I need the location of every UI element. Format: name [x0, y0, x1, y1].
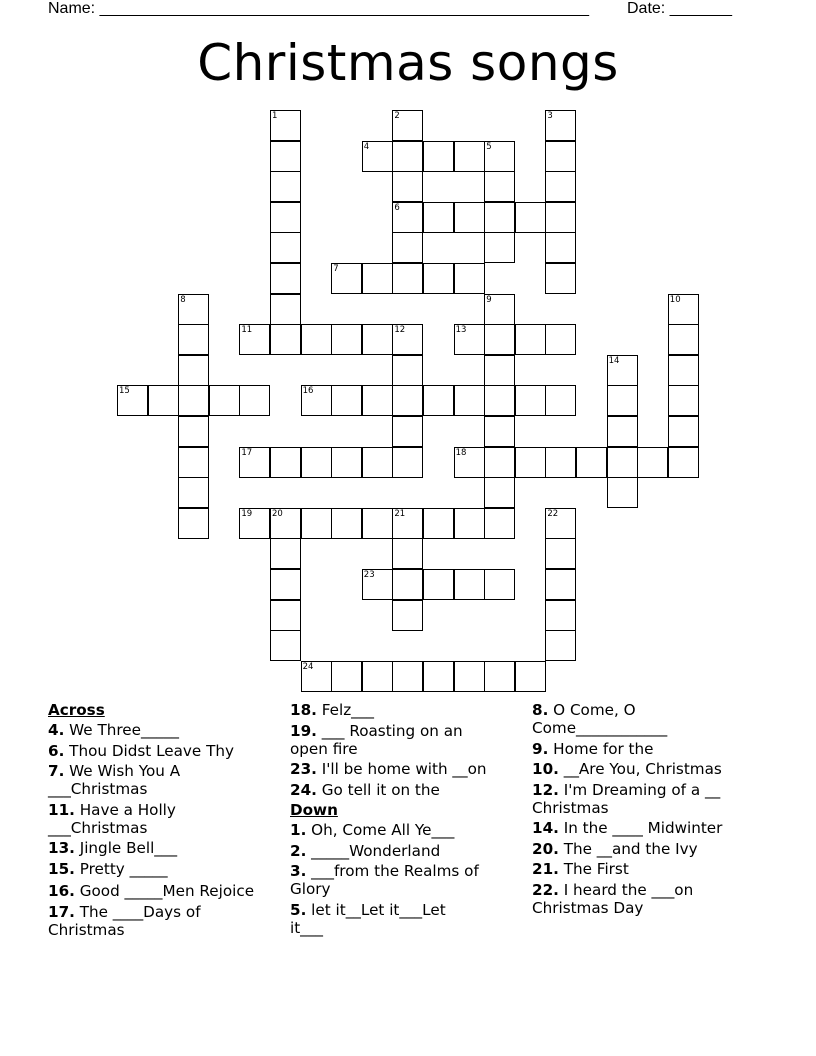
crossword-cell[interactable]	[270, 508, 301, 539]
clue-text: I'm Dreaming of a __ Christmas	[532, 780, 721, 817]
crossword-cell[interactable]	[668, 355, 699, 386]
clue-across-6	[48, 742, 280, 760]
clue-number: 8.	[532, 701, 549, 719]
clue-across-4	[48, 721, 280, 739]
crossword-cell[interactable]	[668, 385, 699, 416]
crossword-cell[interactable]	[148, 385, 179, 416]
crossword-cell[interactable]	[178, 447, 209, 478]
crossword-cell[interactable]	[454, 508, 485, 539]
crossword-cell[interactable]	[239, 324, 270, 355]
crossword-cell[interactable]	[545, 263, 576, 294]
crossword-cell[interactable]	[117, 385, 148, 416]
clue-number: 17.	[48, 902, 75, 921]
crossword-cell[interactable]	[270, 447, 301, 478]
clue-text: ___from the Realms of Glory	[290, 862, 479, 898]
crossword-cell[interactable]	[545, 202, 576, 233]
clue-across-18	[290, 701, 515, 719]
crossword-cell[interactable]	[545, 324, 576, 355]
crossword-cell[interactable]	[484, 171, 515, 202]
crossword-cell[interactable]	[607, 447, 638, 478]
cell-number: 17	[241, 447, 253, 458]
clue-text: We Wish You A ___Christmas	[48, 762, 181, 798]
crossword-cell[interactable]	[484, 232, 515, 263]
crossword-cell[interactable]	[423, 263, 454, 294]
crossword-cell[interactable]	[484, 569, 515, 600]
crossword-cell[interactable]	[545, 141, 576, 172]
crossword-cell[interactable]	[484, 202, 515, 233]
crossword-cell[interactable]	[392, 600, 423, 631]
crossword-cell[interactable]	[331, 324, 362, 355]
clue-text: O Come, O Come____________	[532, 701, 668, 737]
crossword-cell[interactable]	[331, 447, 362, 478]
crossword-cell[interactable]	[576, 447, 607, 478]
crossword-cell[interactable]	[331, 263, 362, 294]
crossword-cell[interactable]	[607, 416, 638, 447]
crossword-cell[interactable]	[392, 416, 423, 447]
clue-text: The ____Days of Christmas	[48, 902, 201, 939]
crossword-cell[interactable]	[239, 447, 270, 478]
crossword-cell[interactable]	[270, 171, 301, 202]
clue-number: 13.	[48, 839, 75, 857]
clue-across-13	[48, 839, 280, 857]
cell-number: 15	[119, 386, 130, 397]
crossword-cell[interactable]	[178, 324, 209, 355]
clue-number: 22.	[532, 880, 559, 899]
crossword-cell[interactable]	[392, 538, 423, 569]
crossword-cell[interactable]	[392, 110, 423, 141]
crossword-cell[interactable]	[362, 324, 393, 355]
crossword-cell[interactable]	[454, 324, 485, 355]
crossword-cell[interactable]	[362, 385, 393, 416]
crossword-cell[interactable]	[301, 385, 332, 416]
crossword-cell[interactable]	[331, 508, 362, 539]
crossword-cell[interactable]	[270, 569, 301, 600]
cell-number: 2	[394, 111, 400, 121]
crossword-cell[interactable]	[545, 171, 576, 202]
crossword-cell[interactable]	[270, 600, 301, 631]
crossword-cell[interactable]	[484, 661, 515, 692]
cell-number: 7	[333, 264, 339, 274]
clue-text: Thou Didst Leave Thy	[69, 741, 234, 760]
crossword-cell[interactable]	[178, 385, 209, 416]
crossword-cell[interactable]	[362, 263, 393, 294]
crossword-cell[interactable]	[484, 324, 515, 355]
crossword-cell[interactable]	[454, 447, 485, 478]
crossword-cell[interactable]	[270, 263, 301, 294]
clue-down-20	[532, 840, 772, 858]
crossword-cell[interactable]	[178, 294, 209, 325]
cell-number: 24	[302, 661, 314, 672]
crossword-cell[interactable]	[331, 385, 362, 416]
crossword-cell[interactable]	[239, 508, 270, 539]
crossword-cell[interactable]	[545, 385, 576, 416]
crossword-cell[interactable]	[362, 141, 393, 172]
name-field-label: Name: _______________________________________________________	[48, 0, 589, 17]
clue-text: Jingle Bell___	[79, 839, 178, 857]
crossword-cell[interactable]	[362, 447, 393, 478]
crossword-cell[interactable]	[270, 324, 301, 355]
cell-number: 6	[394, 202, 400, 213]
crossword-cell[interactable]	[484, 477, 515, 508]
crossword-cell[interactable]	[484, 294, 515, 325]
cell-number: 13	[455, 325, 467, 336]
crossword-cell[interactable]	[637, 447, 668, 478]
clue-number: 14.	[532, 819, 559, 837]
clue-number: 7.	[48, 762, 65, 780]
clue-down-9	[532, 740, 772, 758]
crossword-cell[interactable]	[545, 569, 576, 600]
clue-number: 10.	[532, 760, 559, 778]
crossword-cell[interactable]	[392, 447, 423, 478]
clue-number: 21.	[532, 860, 559, 878]
clue-across-19	[290, 722, 490, 758]
crossword-cell[interactable]	[301, 447, 332, 478]
crossword-cell[interactable]	[270, 141, 301, 172]
clue-number: 5.	[290, 900, 307, 919]
crossword-cell[interactable]	[362, 569, 393, 600]
clue-down-12	[532, 781, 742, 817]
crossword-cell[interactable]	[392, 263, 423, 294]
clue-text: I'll be home with __on	[321, 760, 487, 778]
crossword-cell[interactable]	[178, 477, 209, 508]
clue-number: 19.	[290, 721, 317, 740]
crossword-cell[interactable]	[484, 508, 515, 539]
crossword-cell[interactable]	[515, 385, 546, 416]
cell-number: 23	[363, 570, 375, 580]
clue-text: __Are You, Christmas	[563, 760, 722, 778]
crossword-cell[interactable]	[454, 569, 485, 600]
clue-text: let it__Let it___Let it___	[290, 900, 446, 937]
clue-text: Have a Holly ___Christmas	[48, 800, 176, 837]
page-title: Christmas songs	[197, 34, 619, 92]
crossword-cell[interactable]	[454, 263, 485, 294]
crossword-cell[interactable]	[545, 110, 576, 141]
clue-down-2	[290, 842, 515, 860]
crossword-cell[interactable]	[270, 232, 301, 263]
cell-number: 19	[241, 508, 253, 519]
clue-number: 3.	[290, 862, 307, 880]
clue-number: 16.	[48, 882, 75, 900]
cell-number: 11	[241, 325, 253, 336]
cell-number: 3	[547, 111, 553, 121]
crossword-cell[interactable]	[545, 232, 576, 263]
crossword-cell[interactable]	[270, 630, 301, 661]
cell-number: 10	[669, 294, 681, 305]
crossword-cell[interactable]	[545, 447, 576, 478]
crossword-cell[interactable]	[484, 385, 515, 416]
clue-number: 4.	[48, 721, 65, 739]
clue-across-15	[48, 860, 280, 878]
clue-across-16	[48, 882, 280, 900]
crossword-cell[interactable]	[392, 661, 423, 692]
crossword-cell[interactable]	[423, 141, 454, 172]
clue-down-10	[532, 760, 772, 778]
clue-text: Go tell it on the	[321, 780, 440, 799]
clue-text: We Three_____	[69, 721, 179, 739]
crossword-cell[interactable]	[301, 661, 332, 692]
cell-number: 21	[394, 508, 406, 519]
cell-number: 8	[180, 294, 186, 305]
clue-down-21	[532, 860, 772, 878]
crossword-cell[interactable]	[515, 447, 546, 478]
clue-number: 9.	[532, 739, 549, 758]
clue-text: Home for the	[553, 739, 654, 758]
crossword-cell[interactable]	[392, 508, 423, 539]
clue-text: ___ Roasting on an open fire	[290, 721, 463, 758]
crossword-cell[interactable]	[545, 630, 576, 661]
clue-across-11	[48, 801, 208, 837]
crossword-cell[interactable]	[484, 447, 515, 478]
clue-down-14	[532, 819, 772, 837]
cell-number: 12	[394, 325, 406, 336]
clue-number: 2.	[290, 841, 307, 860]
clue-number: 15.	[48, 860, 75, 878]
crossword-cell[interactable]	[668, 294, 699, 325]
clue-number: 1.	[290, 821, 307, 839]
crossword-cell[interactable]	[423, 202, 454, 233]
crossword-cell[interactable]	[362, 661, 393, 692]
crossword-cell[interactable]	[178, 355, 209, 386]
clue-down-22	[532, 881, 722, 917]
clue-number: 24.	[290, 780, 317, 799]
clue-text: The First	[563, 860, 629, 878]
cell-number: 1	[272, 111, 278, 121]
clue-text: The __and the Ivy	[563, 839, 698, 858]
crossword-cell[interactable]	[454, 661, 485, 692]
crossword-cell[interactable]	[270, 294, 301, 325]
crossword-cell[interactable]	[392, 141, 423, 172]
clues-column-2	[290, 701, 515, 939]
crossword-cell[interactable]	[423, 508, 454, 539]
crossword-cell[interactable]	[668, 416, 699, 447]
crossword-cell[interactable]	[392, 202, 423, 233]
clue-across-23	[290, 760, 515, 778]
clue-down-5	[290, 901, 480, 937]
crossword-cell[interactable]	[545, 508, 576, 539]
crossword-cell[interactable]	[423, 661, 454, 692]
cell-number: 22	[547, 508, 559, 519]
cell-number: 14	[608, 355, 620, 366]
crossword-cell[interactable]	[668, 324, 699, 355]
clue-number: 20.	[532, 839, 559, 858]
clue-number: 18.	[290, 701, 317, 719]
across-heading: Across	[48, 701, 105, 719]
crossword-cell[interactable]	[392, 355, 423, 386]
cell-number: 18	[455, 447, 467, 458]
crossword-cell[interactable]	[545, 538, 576, 569]
crossword-cell[interactable]	[362, 508, 393, 539]
crossword-cell[interactable]	[668, 447, 699, 478]
crossword-cell[interactable]	[484, 355, 515, 386]
clues-column-1	[48, 701, 280, 941]
down-heading: Down	[290, 801, 338, 819]
crossword-cell[interactable]	[270, 110, 301, 141]
crossword-cell[interactable]	[607, 355, 638, 386]
crossword-cell[interactable]	[392, 324, 423, 355]
crossword-cell[interactable]	[301, 508, 332, 539]
crossword-cell[interactable]	[545, 600, 576, 631]
date-field-label: Date: _______	[627, 0, 732, 17]
crossword-cell[interactable]	[270, 538, 301, 569]
crossword-cell[interactable]	[331, 661, 362, 692]
crossword-cell[interactable]	[301, 324, 332, 355]
clue-text: Good _____Men Rejoice	[79, 882, 255, 900]
crossword-cell[interactable]	[392, 171, 423, 202]
clue-down-8	[532, 701, 697, 737]
clue-text: I heard the ___on Christmas Day	[532, 880, 694, 917]
clue-text: Oh, Come All Ye___	[311, 821, 455, 839]
crossword-cell[interactable]	[484, 141, 515, 172]
clue-text: Felz___	[321, 701, 374, 719]
crossword-cell[interactable]	[239, 385, 270, 416]
clue-text: Pretty _____	[79, 860, 168, 878]
crossword-cell[interactable]	[515, 661, 546, 692]
clue-down-3	[290, 862, 505, 898]
crossword-cell[interactable]	[515, 202, 546, 233]
cell-number: 9	[486, 294, 492, 305]
crossword-cell[interactable]	[515, 324, 546, 355]
crossword-cell[interactable]	[270, 202, 301, 233]
clue-down-1	[290, 821, 515, 839]
cell-number: 4	[363, 141, 370, 152]
crossword-cell[interactable]	[423, 569, 454, 600]
cell-number: 5	[486, 141, 492, 152]
crossword-cell[interactable]	[209, 385, 240, 416]
crossword-cell[interactable]	[484, 416, 515, 447]
clue-across-24	[290, 781, 515, 799]
crossword-cell[interactable]	[423, 385, 454, 416]
crossword-cell[interactable]	[178, 416, 209, 447]
clue-text: In the ____ Midwinter	[563, 819, 723, 837]
clue-across-7	[48, 762, 208, 798]
crossword-cell[interactable]	[607, 385, 638, 416]
crossword-cell[interactable]	[607, 477, 638, 508]
clues-column-3	[532, 701, 772, 919]
clue-text: _____Wonderland	[311, 841, 441, 860]
cell-number: 20	[272, 508, 283, 519]
clue-number: 23.	[290, 760, 317, 778]
crossword-cell[interactable]	[392, 569, 423, 600]
clue-number: 12.	[532, 780, 559, 799]
crossword-cell[interactable]	[392, 232, 423, 263]
crossword-cell[interactable]	[392, 385, 423, 416]
crossword-cell[interactable]	[454, 385, 485, 416]
clue-across-17	[48, 903, 223, 939]
crossword-cell[interactable]	[178, 508, 209, 539]
cell-number: 16	[302, 386, 314, 397]
crossword-cell[interactable]	[454, 141, 485, 172]
clue-number: 6.	[48, 741, 65, 760]
crossword-cell[interactable]	[454, 202, 485, 233]
clue-number: 11.	[48, 800, 75, 819]
